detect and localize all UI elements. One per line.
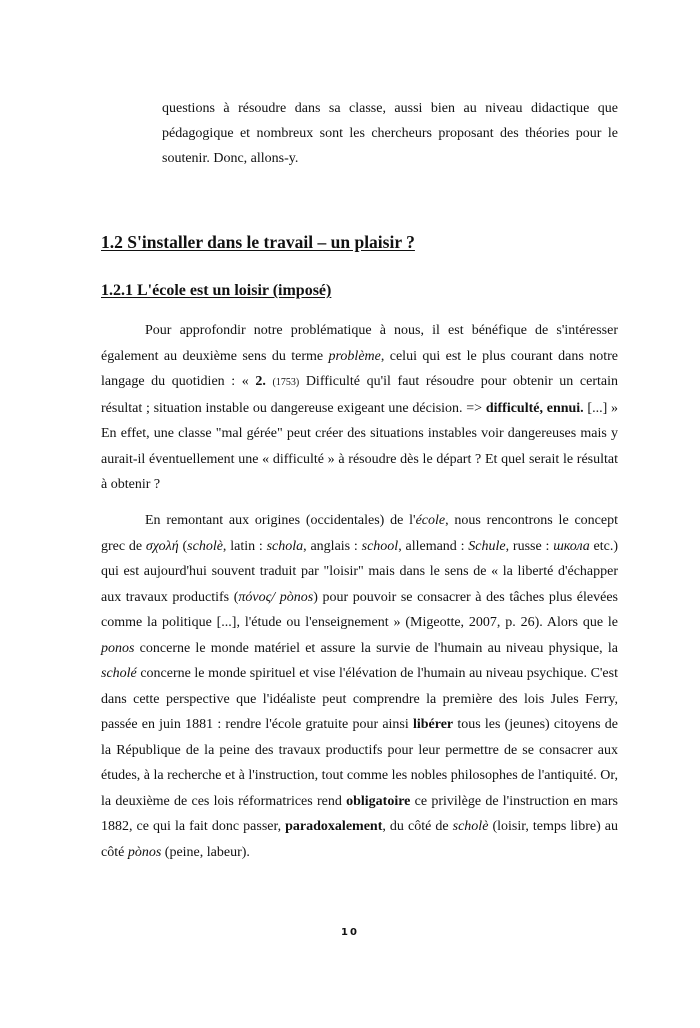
p2-text-3: (	[178, 538, 188, 554]
p2-italic-schole-2: scholé	[101, 666, 137, 681]
p2-italic-school: school	[361, 538, 399, 554]
p2-italic-schule: Schule	[468, 538, 506, 554]
p2-italic-schola: schola	[266, 538, 304, 554]
page-number: 10	[341, 927, 359, 938]
p1-text-3: Difficulté qu'il faut résoudre pour obtenir un certain résultat ; situation instable ou dangereuse exigeant une décision. =>	[101, 374, 618, 416]
p2-italic-ponos: ponos	[101, 640, 135, 656]
p2-text-10: concerne le monde matériel et assure la survie de l'humain au niveau physique, la	[134, 640, 618, 656]
p2-text-13: ce privilège de l'instruction en mars 1882, ce qui la fait donc passer,	[101, 793, 619, 834]
p1-text-1: Pour approfondir notre problématique à nous, il est bénéfique de s'intéresser également au deuxième sens du terme	[101, 323, 618, 364]
paragraph-1	[101, 318, 618, 498]
p2-bold-liberer: libérer	[412, 717, 454, 732]
p2-text-9: ) pour pouvoir se consacrer à des tâches plus élevées comme la politique [...], l'étude ou l'enseignement » (Migeotte, 2007, p. 26). Alors que le	[101, 589, 618, 630]
p2-text-5: , anglais :	[303, 538, 362, 554]
p2-bold-obligatoire: obligatoire	[346, 793, 411, 809]
p2-text-6: , allemand :	[398, 538, 469, 554]
p2-italic-shkola: школа	[553, 538, 590, 554]
p2-bold-paradoxalement: paradoxalement	[285, 819, 383, 834]
p1-italic-probleme: problème	[328, 348, 381, 364]
p2-text-4: , latin :	[222, 538, 267, 554]
p2-italic-ponos-2: pònos	[127, 844, 162, 860]
p2-italic-schole-3: scholè	[452, 819, 489, 834]
p2-italic-schole: scholè	[187, 538, 223, 554]
p2-italic-greek-schole: σχολή	[145, 538, 179, 554]
paragraph-2	[101, 508, 618, 865]
p2-text-2: , nous rencontrons le concept grec de	[101, 513, 618, 554]
p1-year: (1753)	[272, 377, 300, 388]
p2-text-8: etc.) qui est aujourd'hui souvent traduit par "loisir" mais dans le sens de « la liberté d'échapper aux travaux productifs (	[101, 538, 618, 605]
p2-text-11: concerne le monde spirituel et vise l'élévation de l'humain au niveau psychique. C'est dans cette perspective que l'idéaliste peut comprendre la première des lois Jules Ferry, passée en juin 1881 : rendre l'école gratuite pour ainsi	[101, 666, 618, 732]
p2-text-15: (loisir, temps libre) au côté	[101, 819, 619, 860]
p2-text-16: (peine, labeur).	[161, 844, 250, 860]
subsection-heading: 1.2.1 L'école est un loisir (imposé)	[101, 282, 332, 299]
p2-text-12: tous les (jeunes) citoyens de la République de la peine des travaux productifs pour leur permettre de se consacrer aux études, à la recherche et à l'instruction, tout comme les nobles philosophes de l'antiquité. Or, la deuxième de ces lois réformatrices rend	[101, 717, 618, 809]
section-heading: 1.2 S'installer dans le travail – un plaisir ?	[101, 232, 415, 252]
p1-bold-difficulte: difficulté, ennui.	[485, 400, 584, 416]
continued-paragraph	[162, 96, 618, 171]
p2-text-14: , du côté de	[382, 819, 453, 834]
p1-definition-number: 2.	[255, 374, 266, 389]
p1-text-4: [...] » En effet, une classe "mal gérée" peut créer des situations instables voir dangereuses mais y aurait-il éventuellement une « difficulté » à résoudre dès le départ ? Et quel serait le résultat à obtenir ?	[101, 400, 618, 492]
p2-italic-ecole: école	[415, 513, 446, 528]
p2-text-7: , russe :	[505, 538, 554, 554]
continued-text: questions à résoudre dans sa classe, aussi bien au niveau didactique que pédagogique et nombreux sont les chercheurs proposant des théories pour le soutenir. Donc, allons-y.	[162, 101, 618, 166]
p2-text-1: En remontant aux origines (occidentales) de l'	[145, 513, 416, 528]
p2-italic-ponos-greek: πόνος/ pònos	[238, 589, 314, 605]
p1-text-2: , celui qui est le plus courant dans notre langage du quotidien : «	[101, 348, 618, 389]
